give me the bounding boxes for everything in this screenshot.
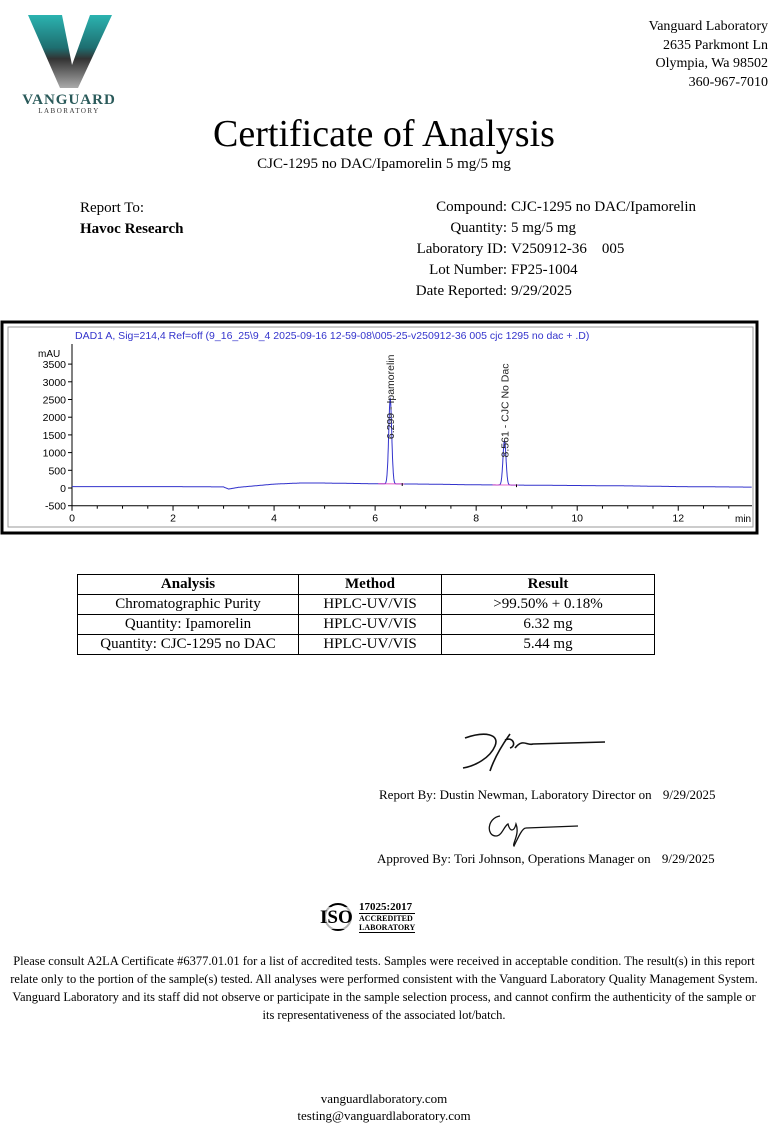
peak-label: 8.561 - CJC No Dac	[499, 363, 512, 458]
approved-by	[377, 851, 715, 867]
cell-method: HPLC-UV/VIS	[299, 595, 442, 615]
cell-analysis: Quantity: Ipamorelin	[78, 615, 299, 635]
lab-city: Olympia, Wa 98502	[655, 56, 768, 71]
report-to-label: Report To:	[80, 200, 145, 216]
x-tick-label: 12	[672, 512, 685, 525]
results-table	[77, 574, 655, 655]
y-tick-label: 500	[48, 465, 66, 478]
iso-accredited: ACCREDITED	[359, 914, 413, 923]
cell-result: 5.44 mg	[442, 635, 655, 655]
lab-name: Vanguard Laboratory	[648, 19, 768, 34]
header-result: Result	[442, 575, 655, 595]
footer-website[interactable]: vanguardlaboratory.com	[320, 1091, 448, 1106]
x-tick-label: 6	[372, 512, 379, 525]
table-row	[78, 615, 655, 635]
meta-row	[300, 281, 696, 302]
cell-result: >99.50% + 0.18%	[442, 595, 655, 615]
footer-email[interactable]: testing@vanguardlaboratory.com	[297, 1108, 471, 1123]
cell-method: HPLC-UV/VIS	[299, 615, 442, 635]
svg-text:VANGUARD: VANGUARD	[22, 92, 116, 108]
lab-phone: 360-967-7010	[688, 74, 768, 90]
meta-row	[300, 239, 696, 260]
report-by-text: Report By: Dustin Newman, Laboratory Director on	[379, 787, 652, 802]
table-row	[78, 595, 655, 615]
meta-row	[300, 260, 696, 281]
meta-key: Laboratory ID:	[416, 241, 507, 257]
y-axis-label: mAU	[38, 349, 61, 360]
table-header-row	[78, 575, 655, 595]
client-name: Havoc Research	[80, 221, 184, 237]
report-by	[379, 787, 716, 803]
meta-value: V250912-36 005	[511, 241, 625, 257]
y-tick-label: 1500	[42, 429, 66, 442]
header-method: Method	[299, 575, 442, 595]
cell-result: 6.32 mg	[442, 615, 655, 635]
meta-key: Lot Number:	[429, 262, 507, 278]
x-tick-label: 0	[69, 512, 75, 525]
y-tick-label: 2500	[42, 394, 66, 407]
svg-text:LABORATORY: LABORATORY	[38, 107, 100, 115]
cell-analysis: Chromatographic Purity	[78, 595, 299, 615]
meta-row	[300, 218, 696, 239]
vanguard-logo	[12, 10, 127, 115]
peak-label: 6.299 - Ipamorelin	[385, 354, 398, 440]
iso-laboratory: LABORATORY	[359, 923, 416, 932]
y-tick-label: 0	[60, 483, 66, 495]
table-row	[78, 635, 655, 655]
x-tick-label: 2	[170, 512, 176, 525]
meta-value: 9/29/2025	[511, 283, 572, 299]
cell-analysis: Quantity: CJC-1295 no DAC	[78, 635, 299, 655]
footer	[0, 1090, 768, 1124]
y-tick-label: 2000	[42, 412, 66, 425]
report-to	[80, 198, 183, 240]
meta-value: 5 mg/5 mg	[511, 220, 577, 236]
x-tick-label: 10	[571, 512, 584, 525]
page-title: Certificate of Analysis	[213, 113, 555, 155]
x-tick-label: 4	[271, 512, 278, 525]
x-tick-label: 8	[473, 512, 480, 525]
iso-globe-icon: ISO	[320, 903, 356, 933]
y-tick-label: 3500	[42, 359, 66, 372]
disclaimer: Please consult A2LA Certificate #6377.01.01 for a list of accredited tests. Samples were received in acceptable condition. The result(s) in this report relate only to the portion of the sample(s) tested. All analyses were performed consistent with the Vanguard Laboratory Quality Management System. Vanguard Laboratory and its staff did not observe or participate in the sample selection process, and cannot confirm the authenticity of the sample or its representativeness of the associated lot/batch.	[10, 954, 758, 1022]
page-subtitle: CJC-1295 no DAC/Ipamorelin 5 mg/5 mg	[257, 156, 511, 172]
y-tick-label: 3000	[42, 376, 66, 389]
meta-value: CJC-1295 no DAC/Ipamorelin	[511, 199, 696, 215]
director-signature	[455, 726, 615, 776]
iso-accreditation-badge	[320, 902, 415, 933]
chromatogram	[0, 320, 768, 536]
meta-key: Compound:	[436, 199, 507, 215]
cell-method: HPLC-UV/VIS	[299, 635, 442, 655]
sample-meta	[300, 197, 696, 302]
meta-key: Quantity:	[450, 220, 507, 236]
report-by-date: 9/29/2025	[662, 787, 716, 802]
header-analysis: Analysis	[78, 575, 299, 595]
meta-row	[300, 197, 696, 218]
lab-address	[518, 18, 768, 92]
iso-standard: 17025:2017	[359, 902, 415, 914]
y-tick-label: -500	[44, 500, 66, 513]
meta-value: FP25-1004	[511, 262, 578, 278]
approved-by-date: 9/29/2025	[661, 851, 715, 866]
lab-street: 2635 Parkmont Ln	[663, 37, 768, 53]
y-tick-label: 1000	[42, 447, 66, 460]
chart-title: DAD1 A, Sig=214,4 Ref=off (9_16_25\9_4 2025-09-16 12-59-08\005-25-v250912-36 005 cjc 1295 no dac + .D)	[75, 330, 590, 342]
x-axis-label: min	[735, 514, 752, 525]
chart-frame	[2, 322, 757, 533]
meta-key: Date Reported:	[415, 283, 507, 299]
manager-signature	[482, 810, 592, 850]
approved-by-text: Approved By: Tori Johnson, Operations Manager on	[377, 851, 651, 866]
